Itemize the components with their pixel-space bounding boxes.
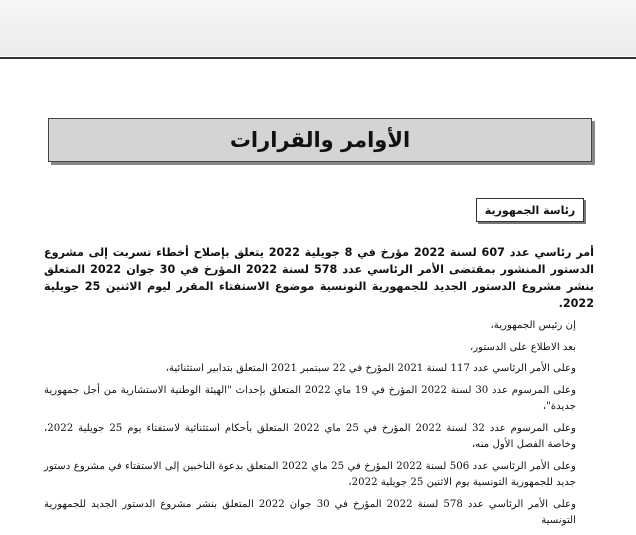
decree-paragraph: وعلى الأمر الرئاسي عدد 506 لسنة 2022 المؤرخ في 25 ماي 2022 المتعلق بدعوة الناخبين إلى الاستفتاء في مشروع دستور جديد للجمهورية التونسية يوم الاثنين 25 جويلية 2022، <box>44 460 576 488</box>
authority-label: رئاسة الجمهورية <box>484 203 576 217</box>
decree-paragraph: وعلى الأمر الرئاسي عدد 578 لسنة 2022 المؤرخ في 30 جوان 2022 المتعلق بنشر مشروع الدستور الجديد للجمهورية التونسية <box>44 498 576 526</box>
page-top-margin <box>0 0 636 56</box>
decree-paragraph: وعلى المرسوم عدد 30 لسنة 2022 المؤرخ في 19 ماي 2022 المتعلق بإحداث "الهيئة الوطنية الاستشارية من أجل جمهورية جديدة"، <box>44 384 576 412</box>
decree-heading: أمر رئاسي عدد 607 لسنة 2022 مؤرخ في 8 جويلية 2022 يتعلق بإصلاح أخطاء تسربت إلى مشروع الدستور المنشور بمقتضى الأمر الرئاسي عدد 578 لسنة 2022 المؤرخ في 30 جوان 2022 المتعلق بنشر مشروع الدستور الجديد للجمهورية التونسية موضوع الاستفتاء المقرر ليوم الاثنين 25 جويلية 2022. <box>44 246 594 310</box>
section-header-box <box>48 118 592 162</box>
decree-paragraph: إن رئيس الجمهورية، <box>490 320 576 331</box>
decree-paragraph: بعد الاطلاع على الدستور، <box>469 341 576 353</box>
header-rule <box>0 57 636 59</box>
decree-paragraph: وعلى الأمر الرئاسي عدد 117 لسنة 2021 المؤرخ في 22 سبتمبر 2021 المتعلق بتدابير استثنائية، <box>165 363 576 374</box>
decree-paragraph: وعلى المرسوم عدد 32 لسنة 2022 المؤرخ في 25 ماي 2022 المتعلق بأحكام استثنائية لاستفتاء يوم 25 جويلية 2022، وخاصة الفصل الأول منه، <box>44 422 576 450</box>
section-title: الأوامر والقرارات <box>229 128 411 152</box>
authority-box <box>476 198 584 222</box>
decree-body <box>44 244 594 535</box>
